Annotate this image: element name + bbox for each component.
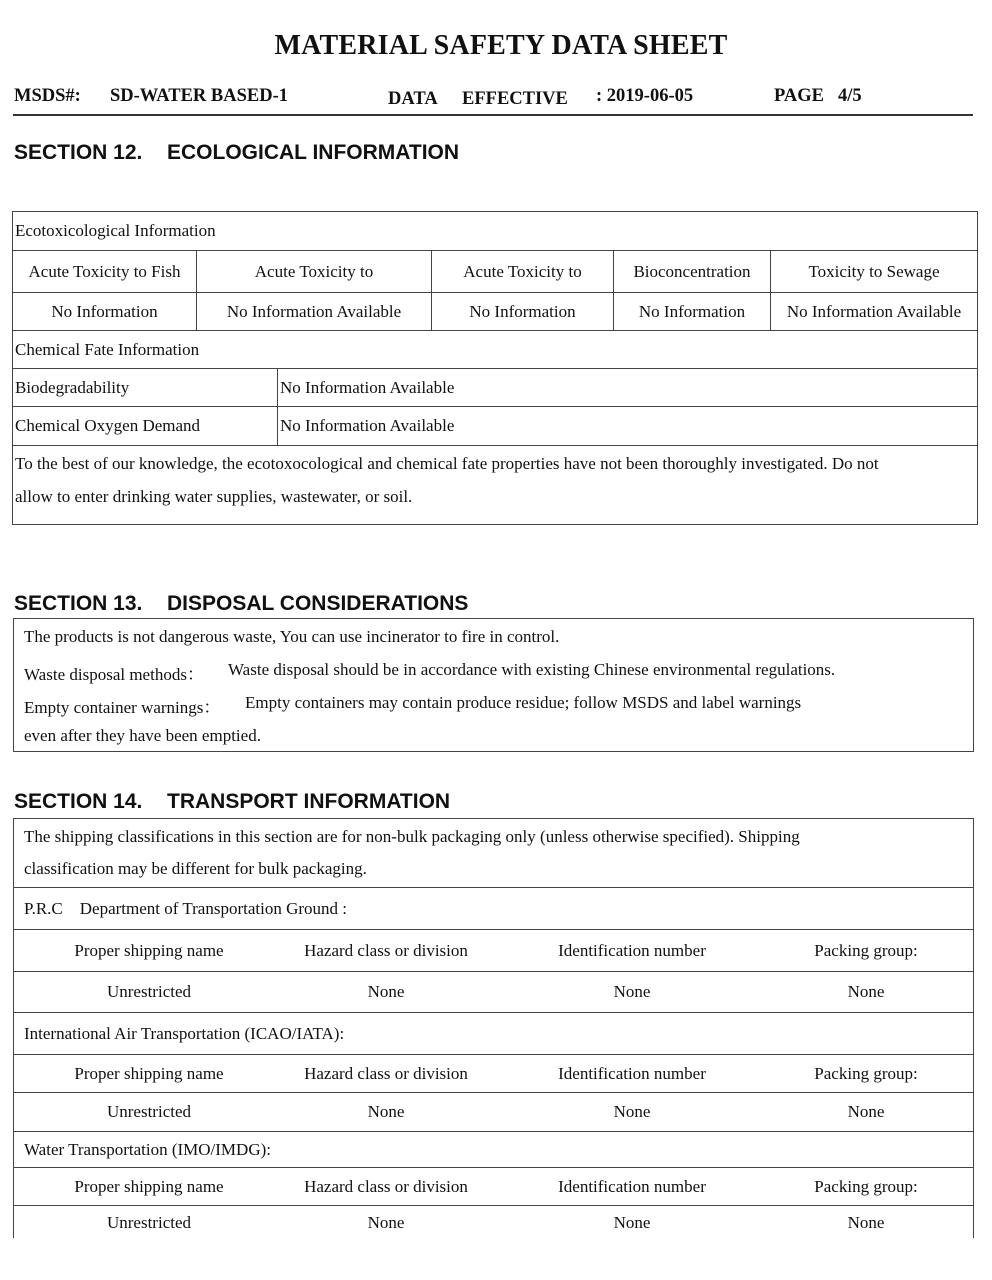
- col-proper-shipping-name: Proper shipping name: [74, 1063, 224, 1083]
- eco-col-1: Acute Toxicity to Fish: [28, 261, 181, 281]
- eco-col-5: Toxicity to Sewage: [770, 251, 977, 292]
- page-label: PAGE: [774, 86, 825, 106]
- section-number: SECTION 14.: [14, 790, 143, 813]
- msds-label: MSDS#:: [14, 86, 81, 106]
- col-packing-group: Packing group:: [814, 1063, 918, 1083]
- section-14-heading: [14, 790, 450, 814]
- group-name: P.R.C Department of Transportation Ground :: [24, 898, 347, 918]
- packing-group-value: None: [847, 982, 885, 1001]
- section-title: TRANSPORT INFORMATION: [167, 790, 451, 813]
- section-title: ECOLOGICAL INFORMATION: [167, 141, 460, 164]
- eco-val-1: No Information: [51, 301, 158, 321]
- identification-value: None: [613, 982, 651, 1001]
- eco-note-line-1: To the best of our knowledge, the ecotoxocological and chemical fate properties have not been thoroughly investigated. Do not: [15, 454, 879, 473]
- fate-label: Chemical Oxygen Demand: [15, 416, 201, 435]
- col-proper-shipping-name: Proper shipping name: [74, 940, 224, 960]
- table-row: [13, 293, 977, 331]
- eco-val-2: No Information Available: [196, 293, 431, 330]
- col-packing-group: Packing group:: [814, 1176, 918, 1196]
- shipping-name-value: Unrestricted: [106, 982, 192, 1001]
- fate-label: Biodegradability: [15, 377, 130, 397]
- table-row: [14, 1168, 973, 1206]
- section-12-heading: [14, 141, 459, 165]
- table-row: [13, 212, 977, 251]
- empty-container-label: Empty container warnings：: [24, 698, 221, 717]
- disposal-line-4: even after they have been emptied.: [24, 726, 261, 745]
- eco-col-2: Acute Toxicity to: [196, 251, 431, 292]
- shipping-name-value: Unrestricted: [106, 1213, 192, 1232]
- effective-label: EFFECTIVE: [462, 89, 568, 109]
- table-row: [14, 819, 973, 888]
- identification-value: None: [613, 1102, 651, 1121]
- hazard-class-value: None: [367, 1102, 405, 1121]
- empty-container-text: Empty containers may contain produce residue; follow MSDS and label warnings: [245, 693, 802, 712]
- data-label: DATA: [388, 89, 438, 109]
- eco-col-4: Bioconcentration: [613, 251, 770, 292]
- page-bottom-margin: [0, 1238, 992, 1280]
- col-hazard-class: Hazard class or division: [304, 1063, 468, 1083]
- shipping-name-value: Unrestricted: [106, 1102, 192, 1121]
- header-divider: [13, 114, 973, 116]
- hazard-class-value: None: [367, 982, 405, 1001]
- page-number: 4/5: [838, 86, 862, 106]
- table-row: [13, 407, 977, 446]
- waste-disposal-label: Waste disposal methods：: [24, 665, 204, 684]
- section-title: DISPOSAL CONSIDERATIONS: [167, 592, 469, 615]
- eco-col-3: Acute Toxicity to: [431, 251, 613, 292]
- col-hazard-class: Hazard class or division: [304, 940, 468, 960]
- table-row: [14, 1093, 973, 1132]
- document-title: MATERIAL SAFETY DATA SHEET: [274, 30, 728, 61]
- transport-group-header: [14, 1013, 973, 1055]
- fate-value: No Information Available: [277, 369, 454, 406]
- fate-value: No Information Available: [277, 407, 454, 445]
- col-identification-number: Identification number: [558, 1176, 706, 1196]
- col-packing-group: Packing group:: [814, 940, 918, 960]
- section-number: SECTION 12.: [14, 141, 143, 164]
- hazard-class-value: None: [367, 1213, 405, 1232]
- table-row: [13, 369, 977, 407]
- ecological-table: [12, 211, 978, 525]
- fate-header: Chemical Fate Information: [15, 339, 200, 359]
- table-row: [14, 972, 973, 1013]
- transport-table: [13, 818, 974, 1248]
- packing-group-value: None: [847, 1102, 885, 1121]
- table-row: [14, 930, 973, 972]
- disposal-box: [13, 618, 974, 752]
- section-13-heading: [14, 592, 468, 616]
- col-identification-number: Identification number: [558, 1063, 706, 1083]
- eco-note-line-2: allow to enter drinking water supplies, wastewater, or soil.: [15, 487, 413, 506]
- table-row: [13, 331, 977, 369]
- col-hazard-class: Hazard class or division: [304, 1176, 468, 1196]
- packing-group-value: None: [847, 1213, 885, 1232]
- transport-group-header: [14, 888, 973, 930]
- msds-number: SD-WATER BASED-1: [110, 86, 289, 106]
- table-row: [14, 1055, 973, 1093]
- table-row: [13, 251, 977, 293]
- waste-disposal-text: Waste disposal should be in accordance with existing Chinese environmental regulations.: [228, 660, 836, 679]
- disposal-line-1: The products is not dangerous waste, You can use incinerator to fire in control.: [24, 627, 560, 646]
- eco-val-3: No Information: [431, 293, 613, 330]
- col-proper-shipping-name: Proper shipping name: [74, 1176, 224, 1196]
- section-number: SECTION 13.: [14, 592, 143, 615]
- group-name: Water Transportation (IMO/IMDG):: [24, 1139, 271, 1159]
- transport-intro-2: classification may be different for bulk packaging.: [24, 859, 367, 878]
- effective-date: : 2019-06-05: [596, 86, 694, 106]
- transport-group-header: [14, 1132, 973, 1168]
- eco-header: Ecotoxicological Information: [15, 221, 216, 240]
- group-name: International Air Transportation (ICAO/IATA):: [24, 1023, 345, 1043]
- identification-value: None: [613, 1213, 651, 1232]
- transport-intro-1: The shipping classifications in this section are for non-bulk packaging only (unless otherwise specified). Shipping: [24, 827, 800, 846]
- eco-val-4: No Information: [613, 293, 770, 330]
- col-identification-number: Identification number: [558, 940, 706, 960]
- eco-val-5: No Information Available: [770, 293, 977, 330]
- table-row: [14, 1206, 973, 1240]
